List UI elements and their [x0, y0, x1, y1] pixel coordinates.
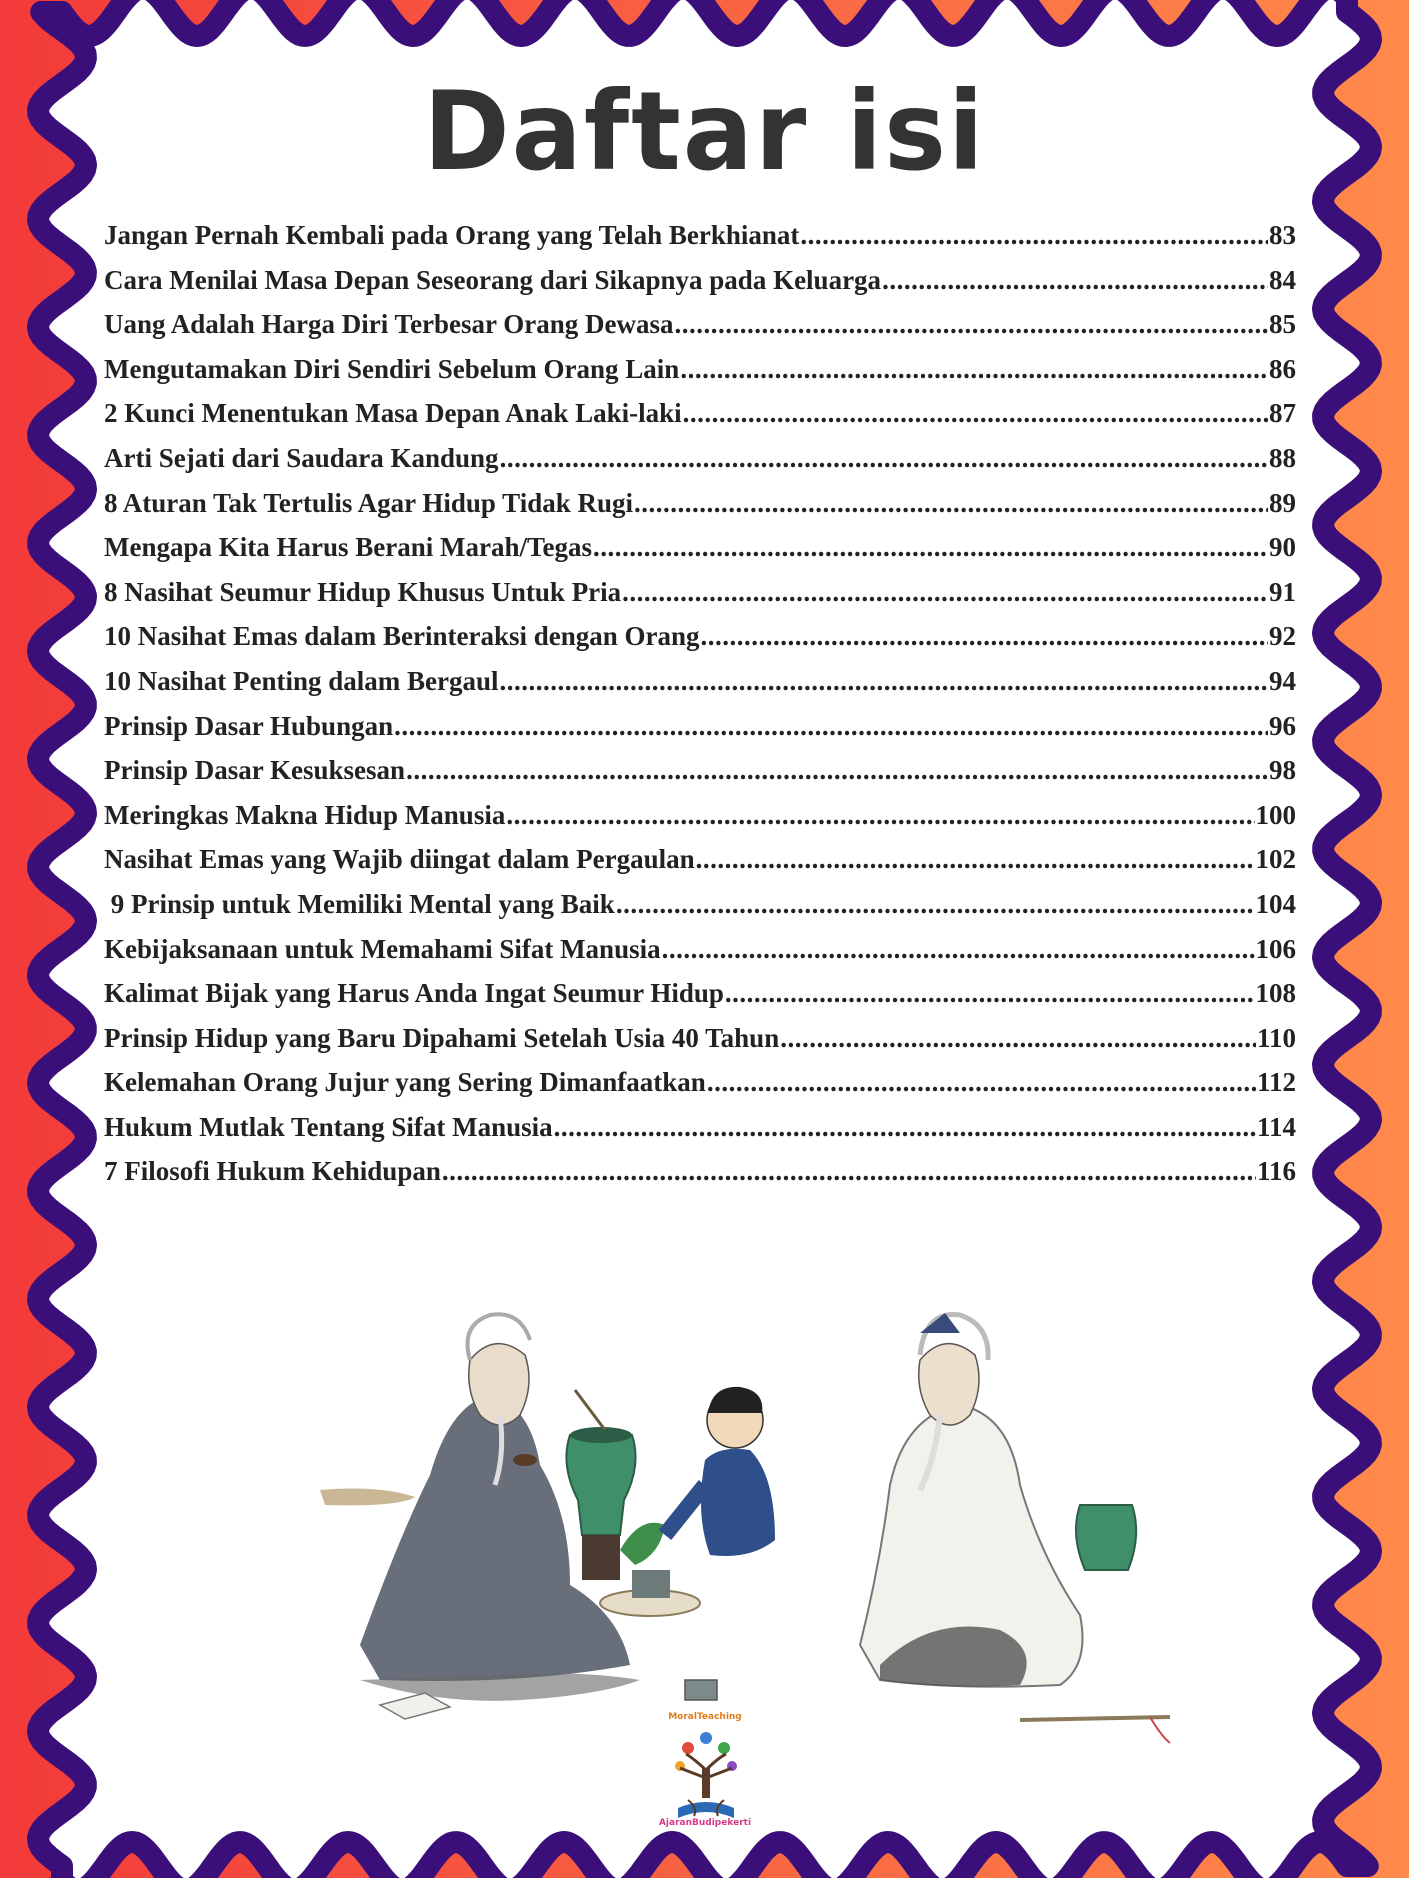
toc-entry-title: Mengutamakan Diri Sendiri Sebelum Orang Lain [104, 353, 680, 384]
toc-entry[interactable] [104, 889, 1296, 934]
toc-leader-dots [500, 666, 1268, 697]
toc-entry-title: Kebijaksanaan untuk Memahami Sifat Manusia [104, 933, 661, 964]
toc-leader-dots [882, 265, 1268, 296]
toc-entry[interactable] [104, 934, 1296, 979]
toc-entry-page-number: 102 [1255, 844, 1296, 875]
toc-entry-title: Meringkas Makna Hidup Manusia [104, 799, 506, 830]
toc-entry-title: Kelemahan Orang Jujur yang Sering Dimanfaatkan [104, 1067, 706, 1098]
toc-entry-title: 7 Filosofi Hukum Kehidupan [104, 1156, 441, 1187]
toc-leader-dots [622, 577, 1268, 608]
toc-entry[interactable] [104, 398, 1296, 443]
toc-entry-page-number: 87 [1269, 398, 1296, 429]
toc-entry-page-number: 110 [1256, 1022, 1296, 1053]
toc-entry[interactable] [104, 1112, 1296, 1157]
toc-entry[interactable] [104, 1156, 1296, 1201]
toc-leader-dots [696, 844, 1255, 875]
toc-entry[interactable] [104, 1023, 1296, 1068]
toc-entry-title: Jangan Pernah Kembali pada Orang yang Telah Berkhianat [104, 220, 800, 250]
toc-entry-title: Prinsip Dasar Kesuksesan [104, 755, 406, 786]
toc-entry-title: Prinsip Hidup yang Baru Dipahami Setelah Usia 40 Tahun [104, 1022, 780, 1053]
toc-entry[interactable] [104, 577, 1296, 622]
toc-leader-dots [780, 1023, 1256, 1054]
toc-entry-page-number: 84 [1269, 264, 1296, 295]
toc-entry-title: Mengapa Kita Harus Berani Marah/Tegas [104, 532, 593, 563]
toc-entry[interactable] [104, 443, 1296, 488]
toc-entry[interactable] [104, 1067, 1296, 1112]
toc-entry-page-number: 83 [1269, 220, 1296, 250]
toc-leader-dots [680, 354, 1268, 385]
toc-entry[interactable] [104, 621, 1296, 666]
toc-entry-title: Cara Menilai Masa Depan Seseorang dari Sikapnya pada Keluarga [104, 264, 882, 295]
toc-entry-page-number: 92 [1269, 621, 1296, 652]
toc-entry[interactable] [104, 220, 1296, 265]
toc-leader-dots [707, 1067, 1256, 1098]
right-sage [860, 1313, 1170, 1743]
toc-entry-page-number: 94 [1269, 665, 1296, 696]
toc-entry-title: 10 Nasihat Emas dalam Berinteraksi dengan Orang [104, 621, 700, 652]
toc-entry-title: Hukum Mutlak Tentang Sifat Manusia [104, 1111, 553, 1142]
child [665, 1387, 775, 1556]
toc-entry-page-number: 100 [1255, 799, 1296, 830]
toc-entry-page-number: 90 [1269, 532, 1296, 563]
tree-icon [675, 1732, 737, 1818]
toc-entry-page-number: 91 [1269, 576, 1296, 607]
toc-entry-page-number: 114 [1256, 1111, 1296, 1142]
toc-entry-page-number: 96 [1269, 710, 1296, 741]
toc-leader-dots [406, 755, 1268, 786]
toc-entry-page-number: 112 [1256, 1067, 1296, 1098]
toc-entry-page-number: 85 [1269, 309, 1296, 340]
toc-entry[interactable] [104, 354, 1296, 399]
toc-entry-page-number: 106 [1255, 933, 1296, 964]
toc-entry[interactable] [104, 532, 1296, 577]
toc-leader-dots [616, 889, 1255, 920]
toc-leader-dots [800, 220, 1268, 251]
toc-entry[interactable] [104, 844, 1296, 889]
toc-entry-title: 2 Kunci Menentukan Masa Depan Anak Laki-laki [104, 398, 682, 429]
toc-entry-title: 8 Aturan Tak Tertulis Agar Hidup Tidak Rugi [104, 487, 633, 518]
toc-entry[interactable] [104, 265, 1296, 310]
toc-entry-page-number: 88 [1269, 442, 1296, 473]
toc-entry-title: Prinsip Dasar Hubungan [104, 710, 394, 741]
toc-entry[interactable] [104, 666, 1296, 711]
toc-entry[interactable] [104, 711, 1296, 756]
illustration-two-sages-and-child [320, 1285, 1200, 1755]
toc-entry-title: Kalimat Bijak yang Harus Anda Ingat Seumur Hidup [104, 978, 724, 1009]
toc-entry-title: Nasihat Emas yang Wajib diingat dalam Pergaulan [104, 844, 695, 875]
toc-entry-page-number: 104 [1255, 888, 1296, 919]
toc-entry-page-number: 98 [1269, 755, 1296, 786]
logo-top-text: MoralTeaching [668, 1712, 742, 1722]
toc-entry-page-number: 108 [1255, 978, 1296, 1009]
toc-entry[interactable] [104, 755, 1296, 800]
toc-leader-dots [675, 309, 1268, 340]
page-title: Daftar isi [423, 66, 986, 196]
toc-entry-title: 10 Nasihat Penting dalam Bergaul [104, 665, 499, 696]
table-of-contents [104, 220, 1296, 1201]
toc-leader-dots [662, 934, 1255, 965]
toc-leader-dots [506, 800, 1254, 831]
toc-entry[interactable] [104, 800, 1296, 845]
logo-bottom-text: AjaranBudipekerti [658, 1818, 752, 1828]
toc-leader-dots [634, 488, 1268, 519]
toc-entry-title: Arti Sejati dari Saudara Kandung [104, 442, 499, 473]
toc-leader-dots [554, 1112, 1256, 1143]
toc-entry-page-number: 89 [1269, 487, 1296, 518]
toc-leader-dots [394, 711, 1268, 742]
toc-entry-title: 8 Nasihat Seumur Hidup Khusus Untuk Pria [104, 576, 622, 607]
toc-entry[interactable] [104, 309, 1296, 354]
toc-entry[interactable] [104, 978, 1296, 1023]
toc-entry-title: Uang Adalah Harga Diri Terbesar Orang Dewasa [104, 309, 674, 340]
toc-entry-page-number: 86 [1269, 353, 1296, 384]
toc-leader-dots [701, 621, 1268, 652]
toc-entry-title: 9 Prinsip untuk Memiliki Mental yang Baik [104, 888, 615, 919]
toc-entry-page-number: 116 [1256, 1156, 1296, 1187]
toc-leader-dots [442, 1156, 1256, 1187]
toc-leader-dots [683, 398, 1268, 429]
toc-entry[interactable] [104, 488, 1296, 533]
toc-leader-dots [593, 532, 1268, 563]
toc-leader-dots [725, 978, 1255, 1009]
toc-leader-dots [500, 443, 1268, 474]
